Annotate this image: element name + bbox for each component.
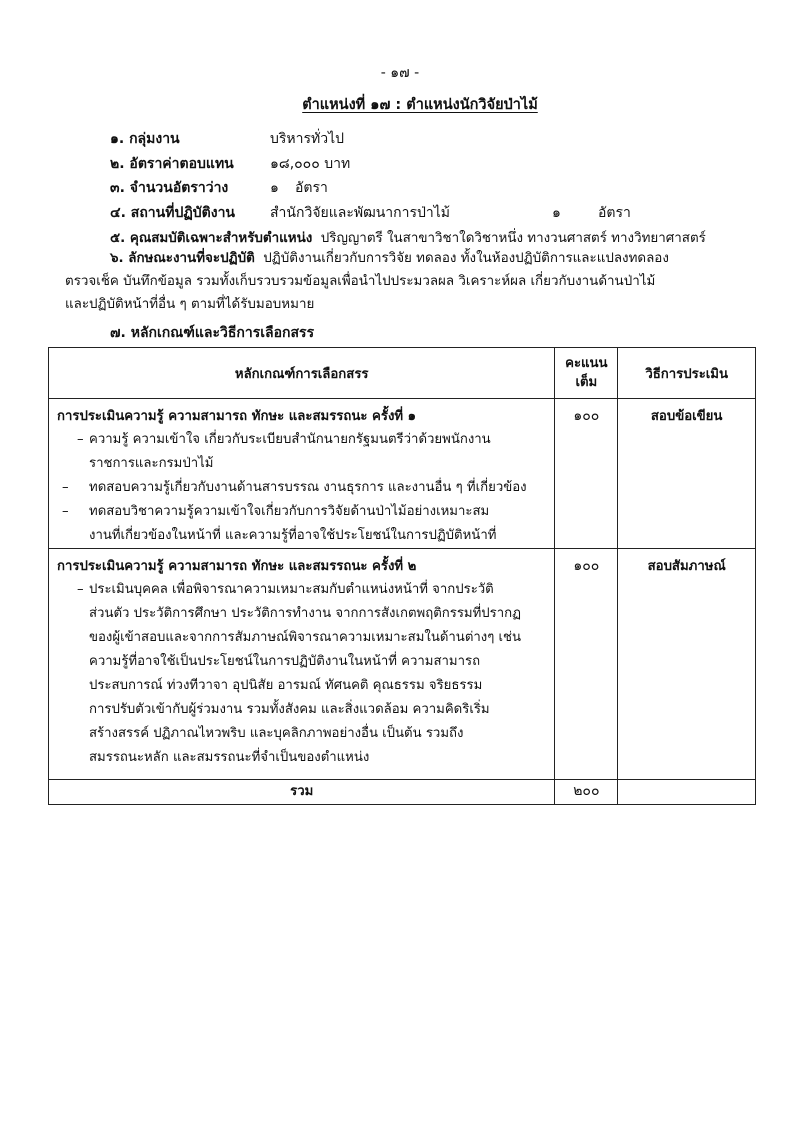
field-vacancies-label: ๓. จำนวนอัตราว่าง (110, 180, 229, 196)
criteria-table (48, 347, 756, 805)
list-item (49, 500, 554, 548)
field-salary-value: ๑๘,๐๐๐ บาท (270, 156, 351, 172)
table-row-total (49, 780, 756, 805)
item-line: ทดสอบความรู้เกี่ยวกับงานด้านสารบรรณ งานธุรการ และงานอื่น ๆ ที่เกี่ยวข้อง (89, 480, 527, 495)
field-location (110, 202, 235, 224)
field-location-count: ๑ (552, 205, 561, 221)
table-header-row (49, 348, 756, 399)
page-number: - ๑๗ - (380, 65, 420, 81)
item-line: ความรู้ ความเข้าใจ เกี่ยวกับระเบียบสำนักนายกรัฐมนตรีว่าด้วยพนักงาน (89, 432, 491, 447)
field-selection (110, 322, 314, 344)
item-line: ของผู้เข้าสอบและจากการสัมภาษณ์พิจารณาความเหมาะสมในด้านต่างๆ เช่น (89, 630, 521, 645)
field-salary-label: ๒. อัตราค่าตอบแทน (110, 156, 234, 172)
section1-method: สอบข้อเขียน (618, 399, 756, 549)
list-item (49, 476, 554, 500)
field-qualification-value: ปริญญาตรี ในสาขาวิชาใดวิชาหนึ่ง ทางวนศาสตร์ ทางวิทยาศาสตร์ (320, 231, 706, 246)
item-line: ราชการและกรมป่าไม้ (89, 456, 214, 471)
field-qualification-label: ๕. คุณสมบัติเฉพาะสำหรับตำแหน่ง (110, 231, 313, 246)
field-location-label: ๔. สถานที่ปฏิบัติงาน (110, 205, 236, 221)
section1-score: ๑๐๐ (555, 399, 618, 549)
dash-bullet: – (77, 582, 84, 597)
position-title: ตำแหน่งที่ ๑๗ : ตำแหน่งนักวิจัยป่าไม้ (302, 97, 538, 113)
header-score (555, 348, 618, 399)
item-line: การปรับตัวเข้ากับผู้ร่วมงาน รวมทั้งสังคม และสิ่งแวดล้อม ความคิดริเริ่ม (89, 702, 490, 717)
item-line: สร้างสรรค์ ปฏิภาณไหวพริบ และบุคลิกภาพอย่างอื่น เป็นต้น รวมถึง (89, 726, 464, 741)
field-location-value: สำนักวิจัยและพัฒนาการป่าไม้ (270, 205, 451, 221)
field-group-label: ๑. กลุ่มงาน (110, 131, 180, 147)
field-duties-line3: และปฏิบัติหน้าที่อื่น ๆ ตามที่ได้รับมอบหมาย (65, 297, 315, 312)
list-item (49, 578, 554, 770)
dash-bullet: – (77, 432, 84, 447)
total-label: รวม (49, 780, 555, 805)
header-criteria: หลักเกณฑ์การเลือกสรร (49, 348, 555, 399)
section1-title: การประเมินความรู้ ความสามารถ ทักษะ และสมรรถนะ ครั้งที่ ๑ (57, 409, 417, 424)
item-line: งานที่เกี่ยวข้องในหน้าที่ และความรู้ที่อาจใช้ประโยชน์ในการปฏิบัติหน้าที่ (89, 528, 497, 543)
field-selection-label: ๗. หลักเกณฑ์และวิธีการเลือกสรร (110, 325, 315, 341)
field-location-unit: อัตรา (598, 205, 631, 221)
header-score-line2: เต็ม (575, 375, 598, 390)
item-line: ส่วนตัว ประวัติการศึกษา ประวัติการทำงาน จากการสังเกตพฤติกรรมที่ปรากฏ (89, 606, 521, 621)
field-duties-line1 (110, 248, 750, 270)
section1-criteria (49, 399, 555, 549)
field-group-value: บริหารทั่วไป (270, 131, 345, 147)
item-line: สมรรถนะหลัก และสมรรถนะที่จำเป็นของตำแหน่ง (89, 750, 370, 765)
header-score-line1: คะแนน (565, 356, 608, 371)
table-row-section2 (49, 549, 756, 780)
section2-method: สอบสัมภาษณ์ (618, 549, 756, 780)
field-duties-line2: ตรวจเช็ค บันทึกข้อมูล รวมทั้งเก็บรวบรวมข้อมูลเพื่อนำไปประมวลผล วิเคราะห์ผล เกี่ยวกับงานด้านป่าไม้ (65, 274, 656, 289)
field-vacancies-value: ๑ (270, 180, 279, 196)
field-group (110, 128, 180, 150)
dash-bullet: – (62, 480, 69, 495)
section2-score: ๑๐๐ (555, 549, 618, 780)
total-method-empty (618, 780, 756, 805)
section2-title: การประเมินความรู้ ความสามารถ ทักษะ และสมรรถนะ ครั้งที่ ๒ (57, 559, 417, 574)
item-line: ความรู้ที่อาจใช้เป็นประโยชน์ในการปฏิบัติงานในหน้าที่ ความสามารถ (89, 654, 481, 669)
field-duties-text1: ปฏิบัติงานเกี่ยวกับการวิจัย ทดลอง ทั้งในห้องปฏิบัติการและแปลงทดลอง (263, 251, 669, 266)
field-duties-label: ๖. ลักษณะงานที่จะปฏิบัติ (110, 251, 255, 266)
item-line: ทดสอบวิชาความรู้ความเข้าใจเกี่ยวกับการวิจัยด้านป่าไม้อย่างเหมาะสม (89, 504, 490, 519)
item-line: ประเมินบุคคล เพื่อพิจารณาความเหมาะสมกับตำแหน่งหน้าที่ จากประวัติ (89, 582, 494, 597)
table-row-section1 (49, 399, 756, 549)
section2-criteria (49, 549, 555, 780)
field-salary (110, 153, 234, 175)
total-value: ๒๐๐ (555, 780, 618, 805)
field-vacancies-unit: อัตรา (295, 180, 328, 196)
header-method: วิธีการประเมิน (618, 348, 756, 399)
item-line: ประสบการณ์ ท่วงทีวาจา อุปนิสัย อารมณ์ ทัศนคติ คุณธรรม จริยธรรม (89, 678, 483, 693)
field-vacancies (110, 177, 228, 199)
list-item (49, 428, 554, 476)
dash-bullet: – (62, 504, 69, 519)
field-qualification (110, 227, 706, 248)
